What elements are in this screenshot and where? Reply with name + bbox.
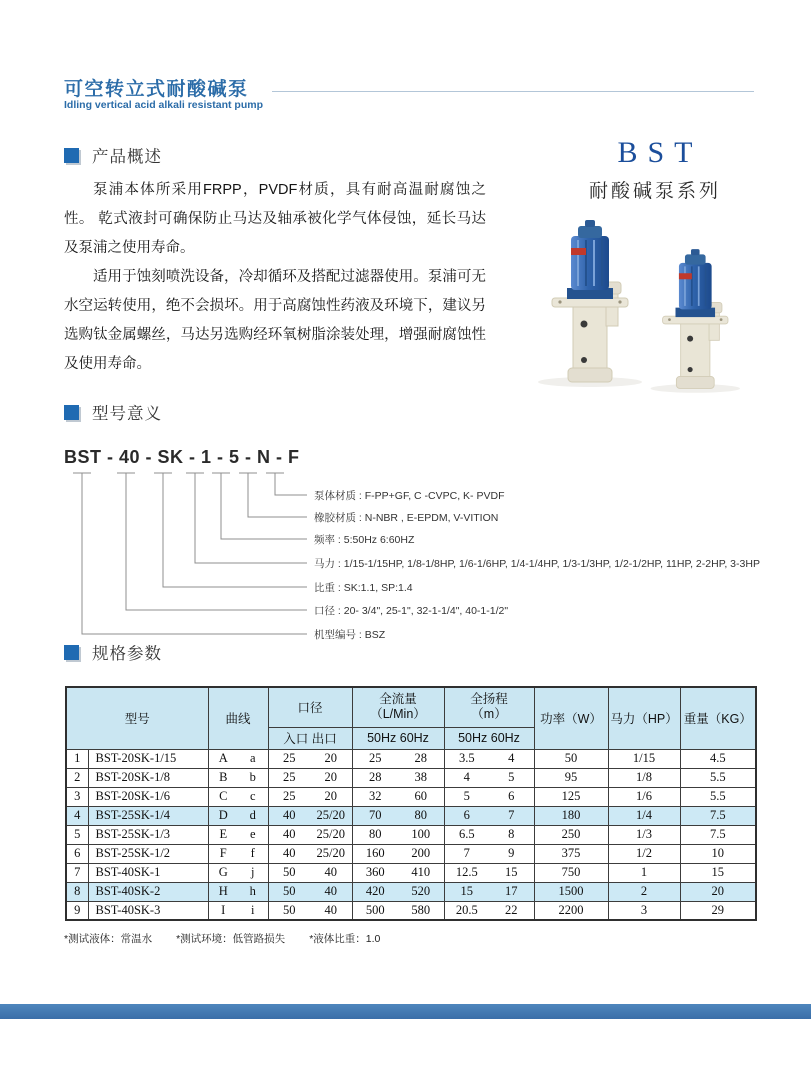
diameter-cell: 50 40 (268, 863, 352, 882)
section-bullet-icon (64, 405, 79, 420)
col-header-head: 全扬程 （m） (444, 687, 534, 727)
head-cell: 7 9 (444, 844, 534, 863)
col-header-inlet-outlet: 入口 出口 (268, 727, 352, 749)
curve-cell: I i (208, 901, 268, 920)
model-code-description: 橡胶材质 : N-NBR , E-EPDM, V-VITION (314, 512, 499, 524)
power-cell: 750 (534, 863, 608, 882)
curve-cell: E e (208, 825, 268, 844)
weight-cell: 15 (680, 863, 756, 882)
head-cell: 6.5 8 (444, 825, 534, 844)
page-title: 可空转立式耐酸碱泵 (64, 79, 249, 100)
hp-cell: 1/3 (608, 825, 680, 844)
flow-cell: 80 100 (352, 825, 444, 844)
power-cell: 1500 (534, 882, 608, 901)
flow-cell: 500 580 (352, 901, 444, 920)
model-cell: BST-25SK-1/2 (88, 844, 208, 863)
hp-cell: 2 (608, 882, 680, 901)
model-code-description: 比重 : SK:1.1, SP:1.4 (314, 582, 413, 594)
section-bullet-icon (64, 645, 79, 660)
power-cell: 375 (534, 844, 608, 863)
weight-cell: 20 (680, 882, 756, 901)
table-row (66, 844, 756, 863)
section-heading-label: 产品概述 (92, 148, 162, 166)
table-row (66, 882, 756, 901)
col-header-model: 型号 (66, 687, 208, 749)
weight-cell: 4.5 (680, 749, 756, 768)
weight-cell: 10 (680, 844, 756, 863)
row-number: 9 (66, 901, 88, 920)
page-subtitle: Idling vertical acid alkali resistant pump (64, 99, 263, 111)
model-cell: BST-20SK-1/15 (88, 749, 208, 768)
weight-cell: 5.5 (680, 768, 756, 787)
model-cell: BST-40SK-2 (88, 882, 208, 901)
col-header-flow-hz: 50Hz 60Hz (352, 727, 444, 749)
series-block (540, 136, 770, 203)
hp-cell: 1/8 (608, 768, 680, 787)
series-name: BST (617, 136, 703, 169)
title-underline (272, 91, 754, 92)
model-cell: BST-40SK-1 (88, 863, 208, 882)
series-subtitle: 耐酸碱泵系列 (588, 181, 721, 202)
section-bullet-icon (64, 148, 79, 163)
model-code-description: 马力 : 1/15-1/15HP, 1/8-1/8HP, 1/6-1/6HP, 1/4-1/4HP, 1/3-1/3HP, 1/2-1/2HP, 11HP, 2-2HP, 3-3HP (314, 558, 760, 570)
footer-bar (0, 1004, 811, 1019)
curve-cell: C c (208, 787, 268, 806)
flow-cell: 32 60 (352, 787, 444, 806)
col-header-diameter: 口径 (268, 687, 352, 727)
head-cell: 6 7 (444, 806, 534, 825)
col-header-curve: 曲线 (208, 687, 268, 749)
col-header-weight: 重量（KG） (680, 687, 756, 749)
power-cell: 50 (534, 749, 608, 768)
hp-cell: 3 (608, 901, 680, 920)
overview-paragraph: 适用于蚀刻喷洗设备，冷却循环及搭配过滤器使用。泵浦可无水空运转使用，绝不会损坏。用于高腐蚀性药液及环境下，建议另选购钛金属螺丝，马达另选购经环氧树脂涂装处理，增强耐腐蚀性及使用寿命。 (64, 269, 486, 372)
section-heading-label: 规格参数 (92, 645, 162, 663)
row-number: 3 (66, 787, 88, 806)
pump-product-image (536, 210, 772, 402)
table-row (66, 806, 756, 825)
table-footnotes (64, 931, 404, 946)
hp-cell: 1/2 (608, 844, 680, 863)
power-cell: 2200 (534, 901, 608, 920)
head-cell: 5 6 (444, 787, 534, 806)
section-model-heading (64, 400, 162, 424)
hp-cell: 1/15 (608, 749, 680, 768)
row-number: 8 (66, 882, 88, 901)
model-code-description: 频率 : 5:50Hz 6:60HZ (314, 534, 415, 546)
footnote: *液体比重：1.0 (309, 933, 381, 945)
curve-cell: H h (208, 882, 268, 901)
diameter-cell: 40 25/20 (268, 806, 352, 825)
head-cell: 3.5 4 (444, 749, 534, 768)
section-heading-label: 型号意义 (92, 405, 162, 423)
row-number: 2 (66, 768, 88, 787)
diameter-cell: 50 40 (268, 882, 352, 901)
power-cell: 125 (534, 787, 608, 806)
curve-cell: F f (208, 844, 268, 863)
table-row (66, 901, 756, 920)
flow-cell: 25 28 (352, 749, 444, 768)
model-meaning-diagram (64, 447, 774, 662)
overview-paragraph: 泵浦本体所采用FRPP，PVDF材质，具有耐高温耐腐蚀之性。 乾式液封可确保防止马达及轴承被化学气体侵蚀，延长马达及泵浦之使用寿命。 (64, 182, 486, 256)
hp-cell: 1/6 (608, 787, 680, 806)
section-specs-heading (64, 640, 162, 664)
model-code-description: 口径 : 20- 3/4", 25-1", 32-1-1/4", 40-1-1/2" (314, 605, 509, 617)
row-number: 5 (66, 825, 88, 844)
model-cell: BST-20SK-1/8 (88, 768, 208, 787)
diameter-cell: 25 20 (268, 768, 352, 787)
col-header-power: 功率（W） (534, 687, 608, 749)
hp-cell: 1/4 (608, 806, 680, 825)
row-number: 1 (66, 749, 88, 768)
diameter-cell: 40 25/20 (268, 825, 352, 844)
table-row (66, 749, 756, 768)
flow-cell: 420 520 (352, 882, 444, 901)
weight-cell: 5.5 (680, 787, 756, 806)
row-number: 4 (66, 806, 88, 825)
model-cell: BST-25SK-1/4 (88, 806, 208, 825)
head-cell: 20.5 22 (444, 901, 534, 920)
table-row (66, 825, 756, 844)
connector-lines (64, 447, 774, 662)
diameter-cell: 25 20 (268, 787, 352, 806)
table-row (66, 863, 756, 882)
table-row (66, 768, 756, 787)
diameter-cell: 25 20 (268, 749, 352, 768)
col-header-flow: 全流量 （L/Min） (352, 687, 444, 727)
curve-cell: G j (208, 863, 268, 882)
weight-cell: 7.5 (680, 806, 756, 825)
diameter-cell: 40 25/20 (268, 844, 352, 863)
power-cell: 180 (534, 806, 608, 825)
curve-cell: B b (208, 768, 268, 787)
model-cell: BST-25SK-1/3 (88, 825, 208, 844)
col-header-hp: 马力（HP） (608, 687, 680, 749)
flow-cell: 70 80 (352, 806, 444, 825)
model-code-description: 机型编号 : BSZ (314, 629, 386, 641)
model-cell: BST-40SK-3 (88, 901, 208, 920)
power-cell: 95 (534, 768, 608, 787)
hp-cell: 1 (608, 863, 680, 882)
footnote: *测试液体：常温水 (64, 933, 153, 945)
curve-cell: A a (208, 749, 268, 768)
flow-cell: 28 38 (352, 768, 444, 787)
weight-cell: 29 (680, 901, 756, 920)
head-cell: 4 5 (444, 768, 534, 787)
diameter-cell: 50 40 (268, 901, 352, 920)
row-number: 7 (66, 863, 88, 882)
model-code: BST - 40 - SK - 1 - 5 - N - F (64, 447, 300, 467)
table-row (66, 787, 756, 806)
curve-cell: D d (208, 806, 268, 825)
col-header-head-hz: 50Hz 60Hz (444, 727, 534, 749)
overview-text (64, 176, 486, 379)
flow-cell: 160 200 (352, 844, 444, 863)
model-cell: BST-20SK-1/6 (88, 787, 208, 806)
row-number: 6 (66, 844, 88, 863)
weight-cell: 7.5 (680, 825, 756, 844)
head-cell: 15 17 (444, 882, 534, 901)
flow-cell: 360 410 (352, 863, 444, 882)
footnote: *测试环境：低管路损失 (176, 933, 286, 945)
section-overview-heading (64, 143, 162, 167)
head-cell: 12.5 15 (444, 863, 534, 882)
model-code-description: 泵体材质 : F-PP+GF, C -CVPC, K- PVDF (314, 490, 505, 502)
spec-table (65, 686, 757, 921)
power-cell: 250 (534, 825, 608, 844)
